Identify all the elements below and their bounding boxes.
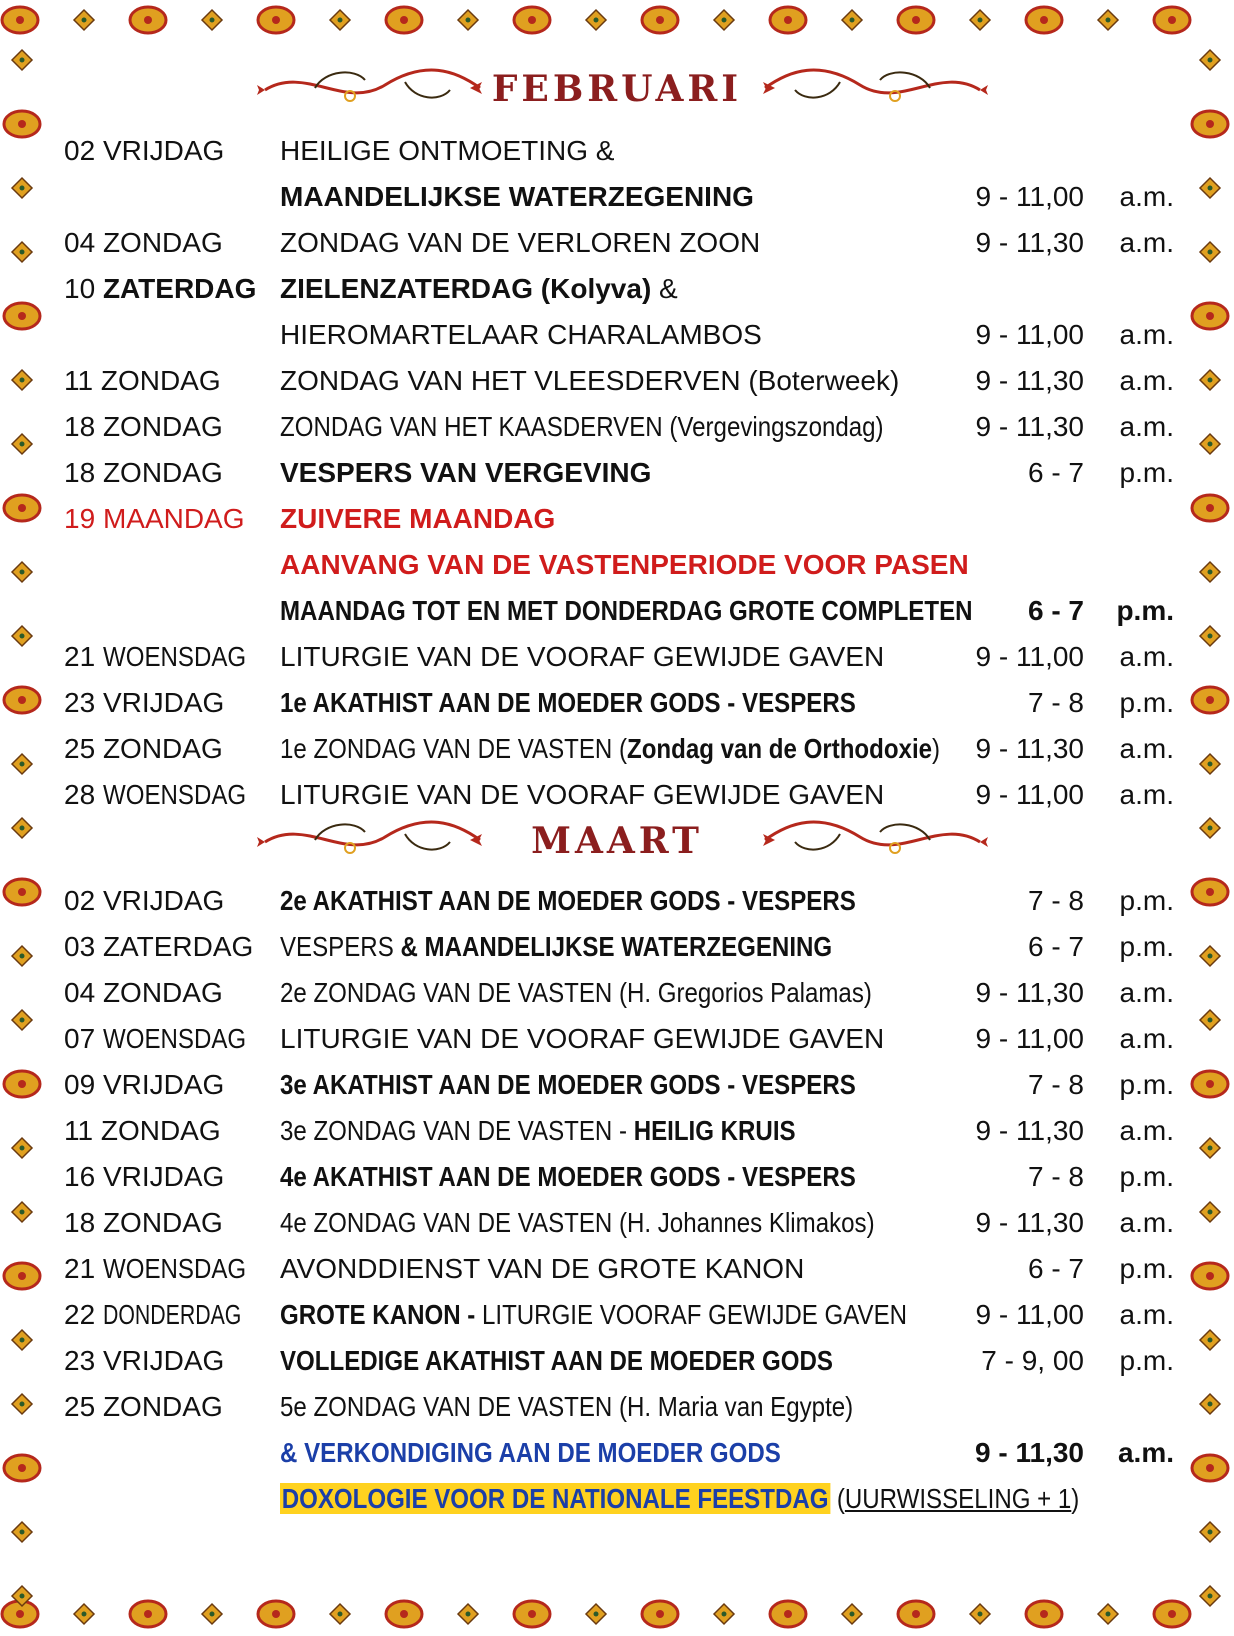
time: 9 - 11,30 — [975, 1115, 1084, 1146]
schedule-februari — [64, 128, 1174, 818]
event-text: 5e ZONDAG VAN DE VASTEN (H. Maria van Egypte) — [280, 1391, 854, 1422]
day-number: 10 — [64, 273, 96, 304]
day-number: 07 — [64, 1023, 96, 1054]
day-number: 03 — [64, 931, 96, 962]
schedule-row — [64, 1338, 1174, 1384]
time: 7 - 9, 00 — [981, 1345, 1084, 1376]
event-text: ZONDAG VAN HET VLEESDERVEN (Boterweek) — [280, 365, 900, 396]
event-text: HIEROMARTELAAR CHARALAMBOS — [280, 319, 762, 350]
schedule-row — [64, 1292, 1174, 1338]
schedule-row — [64, 174, 1174, 220]
weekday: ZONDAG — [102, 733, 223, 764]
schedule-row — [64, 450, 1174, 496]
event-text: 1e ZONDAG VAN DE VASTEN (Zondag van de Orthodoxie) — [280, 733, 941, 764]
time: 9 - 11,30 — [975, 1207, 1084, 1238]
schedule-row — [64, 1154, 1174, 1200]
ampm: a.m. — [1119, 365, 1174, 396]
schedule-row — [64, 220, 1174, 266]
event-text: LITURGIE VAN DE VOORAF GEWIJDE GAVEN — [280, 779, 885, 810]
ampm: a.m. — [1119, 1023, 1174, 1054]
schedule-row — [64, 128, 1174, 174]
schedule-row — [64, 496, 1174, 542]
schedule-row — [64, 1430, 1174, 1476]
time: 6 - 7 — [1027, 1253, 1084, 1284]
time: 9 - 11,30 — [975, 411, 1084, 442]
weekday: VRIJDAG — [102, 1069, 225, 1100]
event-text: VESPERS VAN VERGEVING — [280, 457, 652, 488]
event-text: LITURGIE VAN DE VOORAF GEWIJDE GAVEN — [280, 641, 885, 672]
time: 6 - 7 — [1027, 595, 1084, 626]
weekday: VRIJDAG — [102, 1345, 225, 1376]
ampm: p.m. — [1119, 457, 1174, 488]
day-number: 23 — [64, 1345, 96, 1376]
event-text: GROTE KANON - LITURGIE VOORAF GEWIJDE GAVEN — [280, 1299, 908, 1330]
day-number: 04 — [64, 227, 96, 258]
day-number: 11 — [64, 365, 94, 396]
weekday: VRIJDAG — [102, 135, 225, 166]
time: 9 - 11,30 — [975, 1437, 1084, 1468]
day-number: 21 — [64, 1253, 96, 1284]
schedule-maart — [64, 878, 1174, 1522]
ampm: p.m. — [1119, 931, 1174, 962]
ornament-right-icon — [760, 60, 990, 110]
day-number: 28 — [64, 779, 96, 810]
weekday: ZATERDAG — [102, 931, 254, 962]
event-text: HEILIGE ONTMOETING & — [280, 135, 615, 166]
time: 9 - 11,30 — [975, 733, 1084, 764]
time: 9 - 11,00 — [975, 319, 1084, 350]
day-number: 18 — [64, 457, 96, 488]
schedule-row — [64, 588, 1174, 634]
event-text: & VERKONDIGING AAN DE MOEDER GODS — [280, 1437, 781, 1468]
ampm: a.m. — [1119, 1115, 1174, 1146]
schedule-row — [64, 1200, 1174, 1246]
highlight-text: DOXOLOGIE VOOR DE NATIONALE FEESTDAG — [281, 1483, 829, 1514]
time: 9 - 11,00 — [975, 181, 1084, 212]
schedule-row — [64, 970, 1174, 1016]
schedule-row — [64, 542, 1174, 588]
ampm: a.m. — [1119, 733, 1174, 764]
time: 6 - 7 — [1027, 457, 1084, 488]
weekday: VRIJDAG — [102, 1161, 225, 1192]
day-number: 04 — [64, 977, 96, 1008]
ampm: a.m. — [1117, 1437, 1174, 1468]
schedule-row — [64, 1246, 1174, 1292]
event-text: VOLLEDIGE AKATHIST AAN DE MOEDER GODS — [280, 1345, 833, 1376]
ampm: a.m. — [1119, 641, 1174, 672]
schedule-row — [64, 358, 1174, 404]
time: 9 - 11,00 — [975, 641, 1084, 672]
time: 7 - 8 — [1027, 687, 1084, 718]
weekday: ZONDAG — [100, 365, 221, 396]
schedule-row — [64, 1062, 1174, 1108]
ampm: p.m. — [1119, 687, 1174, 718]
ornament-right-icon — [760, 812, 990, 862]
event-text: ZUIVERE MAANDAG — [280, 503, 556, 534]
ampm: p.m. — [1119, 1161, 1174, 1192]
schedule-row — [64, 312, 1174, 358]
ampm: a.m. — [1119, 977, 1174, 1008]
event-text: ZIELENZATERDAG (Kolyva) & — [280, 273, 678, 304]
day-number: 11 — [64, 1115, 94, 1146]
day-number: 16 — [64, 1161, 96, 1192]
ampm: p.m. — [1116, 595, 1174, 626]
schedule-row — [64, 266, 1174, 312]
day-number: 02 — [64, 135, 96, 166]
schedule-row — [64, 1384, 1174, 1430]
ampm: a.m. — [1119, 319, 1174, 350]
time: 9 - 11,00 — [975, 779, 1084, 810]
event-text: MAANDELIJKSE WATERZEGENING — [280, 181, 754, 212]
schedule-row — [64, 634, 1174, 680]
weekday: ZONDAG — [102, 1391, 223, 1422]
event-text: 1e AKATHIST AAN DE MOEDER GODS - VESPERS — [280, 687, 856, 718]
time: 7 - 8 — [1027, 1161, 1084, 1192]
month-title: FEBRUARI — [491, 68, 743, 110]
event-text: MAANDAG TOT EN MET DONDERDAG GROTE COMPLETEN — [280, 595, 973, 626]
event-text: VESPERS & MAANDELIJKSE WATERZEGENING — [280, 931, 833, 962]
schedule-row — [64, 878, 1174, 924]
day-number: 18 — [64, 411, 96, 442]
time: 7 - 8 — [1027, 885, 1084, 916]
ampm: a.m. — [1119, 1207, 1174, 1238]
schedule-row — [64, 726, 1174, 772]
event-text: 2e ZONDAG VAN DE VASTEN (H. Gregorios Palamas) — [280, 977, 872, 1008]
border-top — [0, 0, 1234, 40]
month-heading-februari — [0, 60, 1234, 120]
ampm: a.m. — [1119, 227, 1174, 258]
day-number: 18 — [64, 1207, 96, 1238]
event-text: DOXOLOGIE VOOR DE NATIONALE FEESTDAG (UURWISSELING + 1) — [281, 1483, 1080, 1514]
schedule-row — [64, 404, 1174, 450]
time: 7 - 8 — [1027, 1069, 1084, 1100]
weekday: WOENSDAG — [102, 641, 247, 672]
schedule-row — [64, 924, 1174, 970]
day-number: 25 — [64, 1391, 96, 1422]
weekday: ZONDAG — [100, 1115, 221, 1146]
weekday: ZONDAG — [102, 457, 223, 488]
day-number: 09 — [64, 1069, 96, 1100]
event-text: 3e ZONDAG VAN DE VASTEN - HEILIG KRUIS — [280, 1115, 796, 1146]
weekday: ZONDAG — [102, 411, 223, 442]
border-bottom — [0, 1592, 1234, 1636]
ampm: a.m. — [1119, 411, 1174, 442]
event-text: LITURGIE VAN DE VOORAF GEWIJDE GAVEN — [280, 1023, 885, 1054]
time: 9 - 11,00 — [975, 1023, 1084, 1054]
weekday: ZATERDAG — [102, 273, 257, 304]
day-number: 19 — [64, 503, 96, 534]
day-number: 02 — [64, 885, 96, 916]
weekday: VRIJDAG — [102, 687, 225, 718]
day-number: 21 — [64, 641, 96, 672]
ampm: p.m. — [1119, 1345, 1174, 1376]
ampm: a.m. — [1119, 1299, 1174, 1330]
event-text: ZONDAG VAN DE VERLOREN ZOON — [280, 227, 761, 258]
day-number: 23 — [64, 687, 96, 718]
schedule-row — [64, 1476, 1174, 1522]
event-text: 4e ZONDAG VAN DE VASTEN (H. Johannes Klimakos) — [280, 1207, 875, 1238]
ampm: a.m. — [1119, 181, 1174, 212]
event-text: 4e AKATHIST AAN DE MOEDER GODS - VESPERS — [280, 1161, 856, 1192]
month-title: MAART — [531, 820, 703, 862]
event-text: 2e AKATHIST AAN DE MOEDER GODS - VESPERS — [280, 885, 856, 916]
weekday: WOENSDAG — [102, 1253, 247, 1284]
event-text: 3e AKATHIST AAN DE MOEDER GODS - VESPERS — [280, 1069, 856, 1100]
day-number: 25 — [64, 733, 96, 764]
weekday: VRIJDAG — [102, 885, 225, 916]
schedule-row — [64, 680, 1174, 726]
time: 9 - 11,30 — [975, 227, 1084, 258]
ampm: p.m. — [1119, 885, 1174, 916]
event-text: ZONDAG VAN HET KAASDERVEN (Vergevingszondag) — [280, 411, 884, 442]
ampm: p.m. — [1119, 1253, 1174, 1284]
event-text: AVONDDIENST VAN DE GROTE KANON — [280, 1253, 805, 1284]
time: 6 - 7 — [1027, 931, 1084, 962]
weekday: ZONDAG — [102, 977, 223, 1008]
weekday: WOENSDAG — [102, 779, 247, 810]
weekday: ZONDAG — [102, 1207, 223, 1238]
time: 9 - 11,30 — [975, 977, 1084, 1008]
weekday: ZONDAG — [102, 227, 223, 258]
schedule-row — [64, 1016, 1174, 1062]
time: 9 - 11,30 — [975, 365, 1084, 396]
day-number: 22 — [64, 1299, 96, 1330]
weekday: DONDERDAG — [102, 1299, 242, 1330]
ampm: p.m. — [1119, 1069, 1174, 1100]
ampm: a.m. — [1119, 779, 1174, 810]
weekday: WOENSDAG — [102, 1023, 247, 1054]
time: 9 - 11,00 — [975, 1299, 1084, 1330]
weekday: MAANDAG — [102, 503, 245, 534]
event-text: AANVANG VAN DE VASTENPERIODE VOOR PASEN — [280, 549, 969, 580]
schedule-row — [64, 1108, 1174, 1154]
month-heading-maart — [0, 812, 1234, 872]
